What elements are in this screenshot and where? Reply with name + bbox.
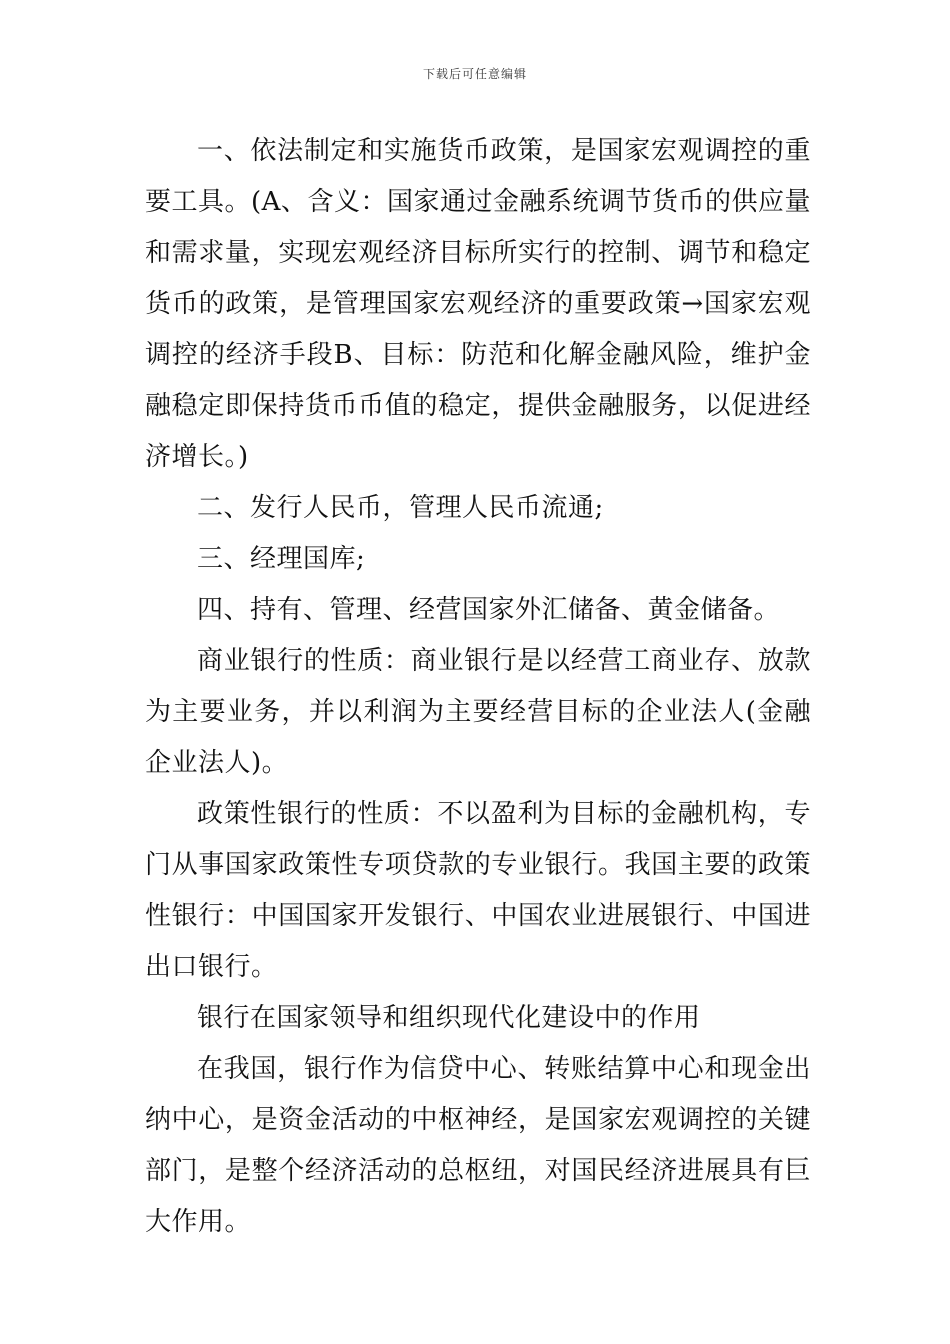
paragraph-policy-bank: 政策性银行的性质：不以盈利为目标的金融机构，专门从事国家政策性专项贷款的专业银行。我国主要的政策性银行：中国国家开发银行、中国农业进展银行、中国进出口银行。: [145, 799, 811, 982]
paragraph-bank-role: 在我国，银行作为信贷中心、转账结算中心和现金出纳中心，是资金活动的中枢神经，是国家宏观调控的关键部门，是整个经济活动的总枢纽，对国民经济进展具有巨大作用。: [145, 1054, 811, 1237]
paragraph-bank-role-heading: 银行在国家领导和组织现代化建设中的作用: [197, 1003, 701, 1033]
paragraph-treasury: 三、经理国库;: [197, 544, 366, 574]
paragraph-monetary-policy: 一、依法制定和实施货币政策，是国家宏观调控的重要工具。(A、含义：国家通过金融系统调节货币的供应量和需求量，实现宏观经济目标所实行的控制、调节和稳定货币的政策，是管理国家宏观经济的重要政策→国家宏观调控的经济手段B、目标：防范和化解金融风险，维护金融稳定即保持货币币值的稳定，提供金融服务，以促进经济增长。): [145, 136, 811, 472]
document-body: [145, 126, 811, 1248]
paragraph-issue-rmb: 二、发行人民币，管理人民币流通;: [197, 493, 604, 523]
paragraph-commercial-bank: 商业银行的性质：商业银行是以经营工商业存、放款为主要业务，并以利润为主要经营目标的企业法人(金融企业法人)。: [145, 646, 811, 778]
page-header: 下载后可任意编辑: [422, 67, 527, 81]
paragraph-reserves: 四、持有、管理、经营国家外汇储备、黄金储备。: [197, 595, 781, 625]
